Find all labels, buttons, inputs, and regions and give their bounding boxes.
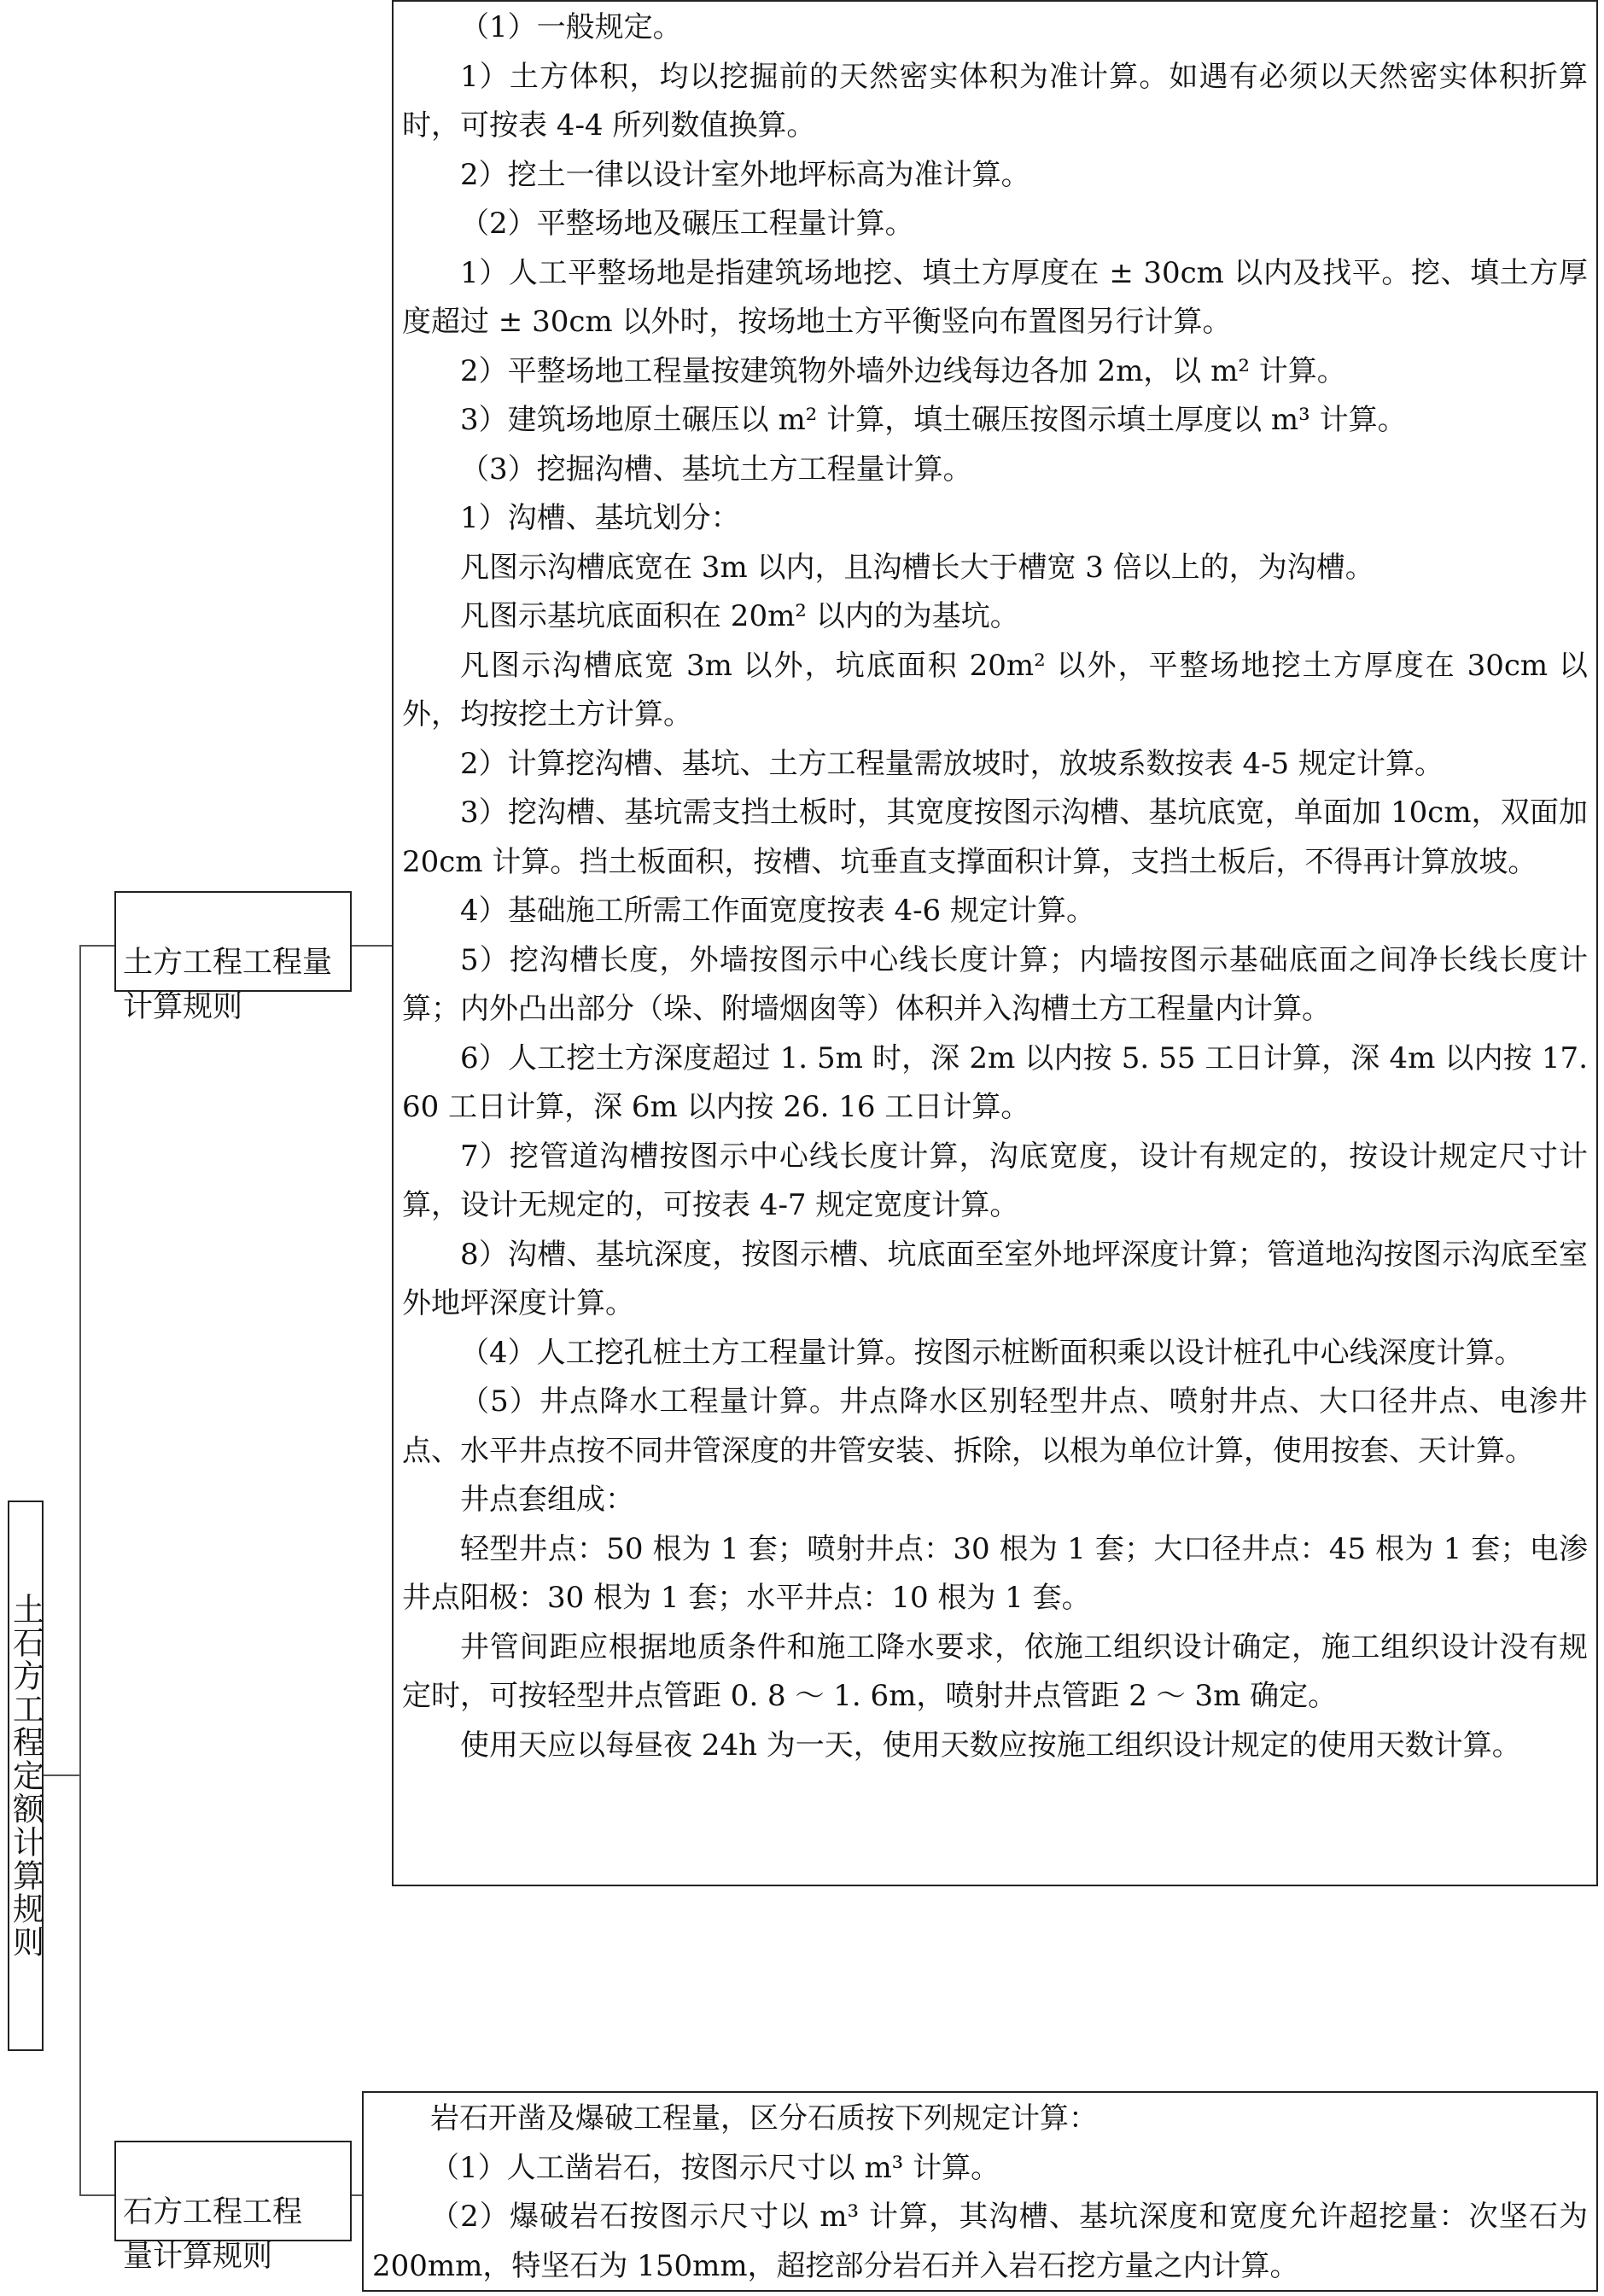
rule-paragraph: （5）井点降水工程量计算。井点降水区别轻型井点、喷射井点、大口径井点、电渗井点、水平井点按不同井管深度的井管安装、拆除，以根为单位计算，使用按套、天计算。 [402,1384,1588,1468]
rule-paragraph: 1）人工平整场地是指建筑场地挖、填土方厚度在 ± 30cm 以内及找平。挖、填土方厚度超过 ± 30cm 以外时，按场地土方平衡竖向布置图另行计算。 [402,255,1588,339]
root-label: 土石方工程定额计算规则 [7,1593,44,1959]
rule-paragraph: 7）挖管道沟槽按图示中心线长度计算，沟底宽度，设计有规定的，按设计规定尺寸计算，设计无规定的，可按表 4-7 规定宽度计算。 [402,1139,1588,1222]
rule-paragraph: （1）一般规定。 [460,10,682,44]
rule-paragraph: 凡图示沟槽底宽 3m 以外，坑底面积 20m² 以外，平整场地挖土方厚度在 30cm 以外，均按挖土方计算。 [402,648,1588,731]
branch-title: 石方工程工程 量计算规则 [123,2195,303,2274]
branch-title: 土方工程工程量 计算规则 [123,946,333,1024]
rule-paragraph: 4）基础施工所需工作面宽度按表 4-6 规定计算。 [460,894,1095,928]
rule-paragraph: 2）计算挖沟槽、基坑、土方工程量需放坡时，放坡系数按表 4-5 规定计算。 [460,746,1444,781]
rule-paragraph: 井管间距应根据地质条件和施工降水要求，依施工组织设计确定，施工组织设计没有规定时，可按轻型井点管距 0. 8 ～ 1. 6m，喷射井点管距 2 ～ 3m 确定。 [402,1629,1588,1713]
rule-paragraph: 井点套组成： [460,1483,634,1517]
rule-paragraph: 8）沟槽、基坑深度，按图示槽、坑底面至室外地坪深度计算；管道地沟按图示沟底至室外地坪深度计算。 [402,1237,1588,1320]
content-1-connector [352,945,392,947]
rule-paragraph: （2）平整场地及碾压工程量计算。 [460,207,914,241]
rule-paragraph: 凡图示基坑底面积在 20m² 以内的为基坑。 [460,599,1019,633]
rule-paragraph: （1）人工凿岩石，按图示尺寸以 m³ 计算。 [430,2150,1000,2185]
rule-paragraph: 岩石开凿及爆破工程量，区分石质按下列规定计算： [430,2101,1098,2136]
content-box-earthwork [392,0,1598,1886]
rule-paragraph: 1）沟槽、基坑划分： [460,501,740,535]
rule-paragraph: 3）挖沟槽、基坑需支挡土板时，其宽度按图示沟槽、基坑底宽，单面加 10cm，双面加 20cm 计算。挡土板面积，按槽、坑垂直支撑面积计算，支挡土板后，不得再计算放坡。 [402,795,1588,879]
rule-paragraph: （4）人工挖孔桩土方工程量计算。按图示桩断面积乘以设计桩孔中心线深度计算。 [460,1335,1524,1370]
branch-node-rockwork [114,2141,352,2274]
branch-1-connector [79,945,114,947]
branch-node-earthwork [114,891,352,1024]
tree-trunk-line [79,945,81,2196]
rule-paragraph: （2）爆破岩石按图示尺寸以 m³ 计算，其沟槽、基坑深度和宽度允许超挖量：次坚石为 200mm，特坚石为 150mm，超挖部分岩石并入岩石挖方量之内计算。 [372,2200,1588,2283]
rule-paragraph: 6）人工挖土方深度超过 1. 5m 时，深 2m 以内按 5. 55 工日计算，深 4m 以内按 17. 60 工日计算，深 6m 以内按 26. 16 工日计算。 [402,1040,1588,1124]
content-2-connector [352,2194,362,2196]
content-box-rockwork [362,2091,1598,2292]
rule-paragraph: 2）平整场地工程量按建筑物外墙外边线每边各加 2m，以 m² 计算。 [460,353,1346,388]
rule-paragraph: （3）挖掘沟槽、基坑土方工程量计算。 [460,452,972,487]
root-node [8,1501,44,2051]
rule-paragraph: 轻型井点：50 根为 1 套；喷射井点：30 根为 1 套；大口径井点：45 根为 1 套；电渗井点阳极：30 根为 1 套；水平井点：10 根为 1 套。 [402,1531,1588,1615]
branch-2-connector [79,2194,114,2196]
rule-paragraph: 1）土方体积，均以挖掘前的天然密实体积为准计算。如遇有必须以天然密实体积折算时，可按表 4-4 所列数值换算。 [402,59,1588,143]
rule-paragraph: 凡图示沟槽底宽在 3m 以内，且沟槽长大于槽宽 3 倍以上的，为沟槽。 [460,550,1374,585]
rule-paragraph: 使用天应以每昼夜 24h 为一天，使用天数应按施工组织设计规定的使用天数计算。 [460,1728,1521,1763]
rule-paragraph: 2）挖土一律以设计室外地坪标高为准计算。 [460,157,1030,192]
rule-paragraph: 5）挖沟槽长度，外墙按图示中心线长度计算；内墙按图示基础底面之间净长线长度计算；内外凸出部分（垛、附墙烟囱等）体积并入沟槽土方工程量内计算。 [402,942,1588,1026]
rule-paragraph: 3）建筑场地原土碾压以 m² 计算，填土碾压按图示填土厚度以 m³ 计算。 [460,403,1407,437]
root-connector [44,1774,80,1776]
